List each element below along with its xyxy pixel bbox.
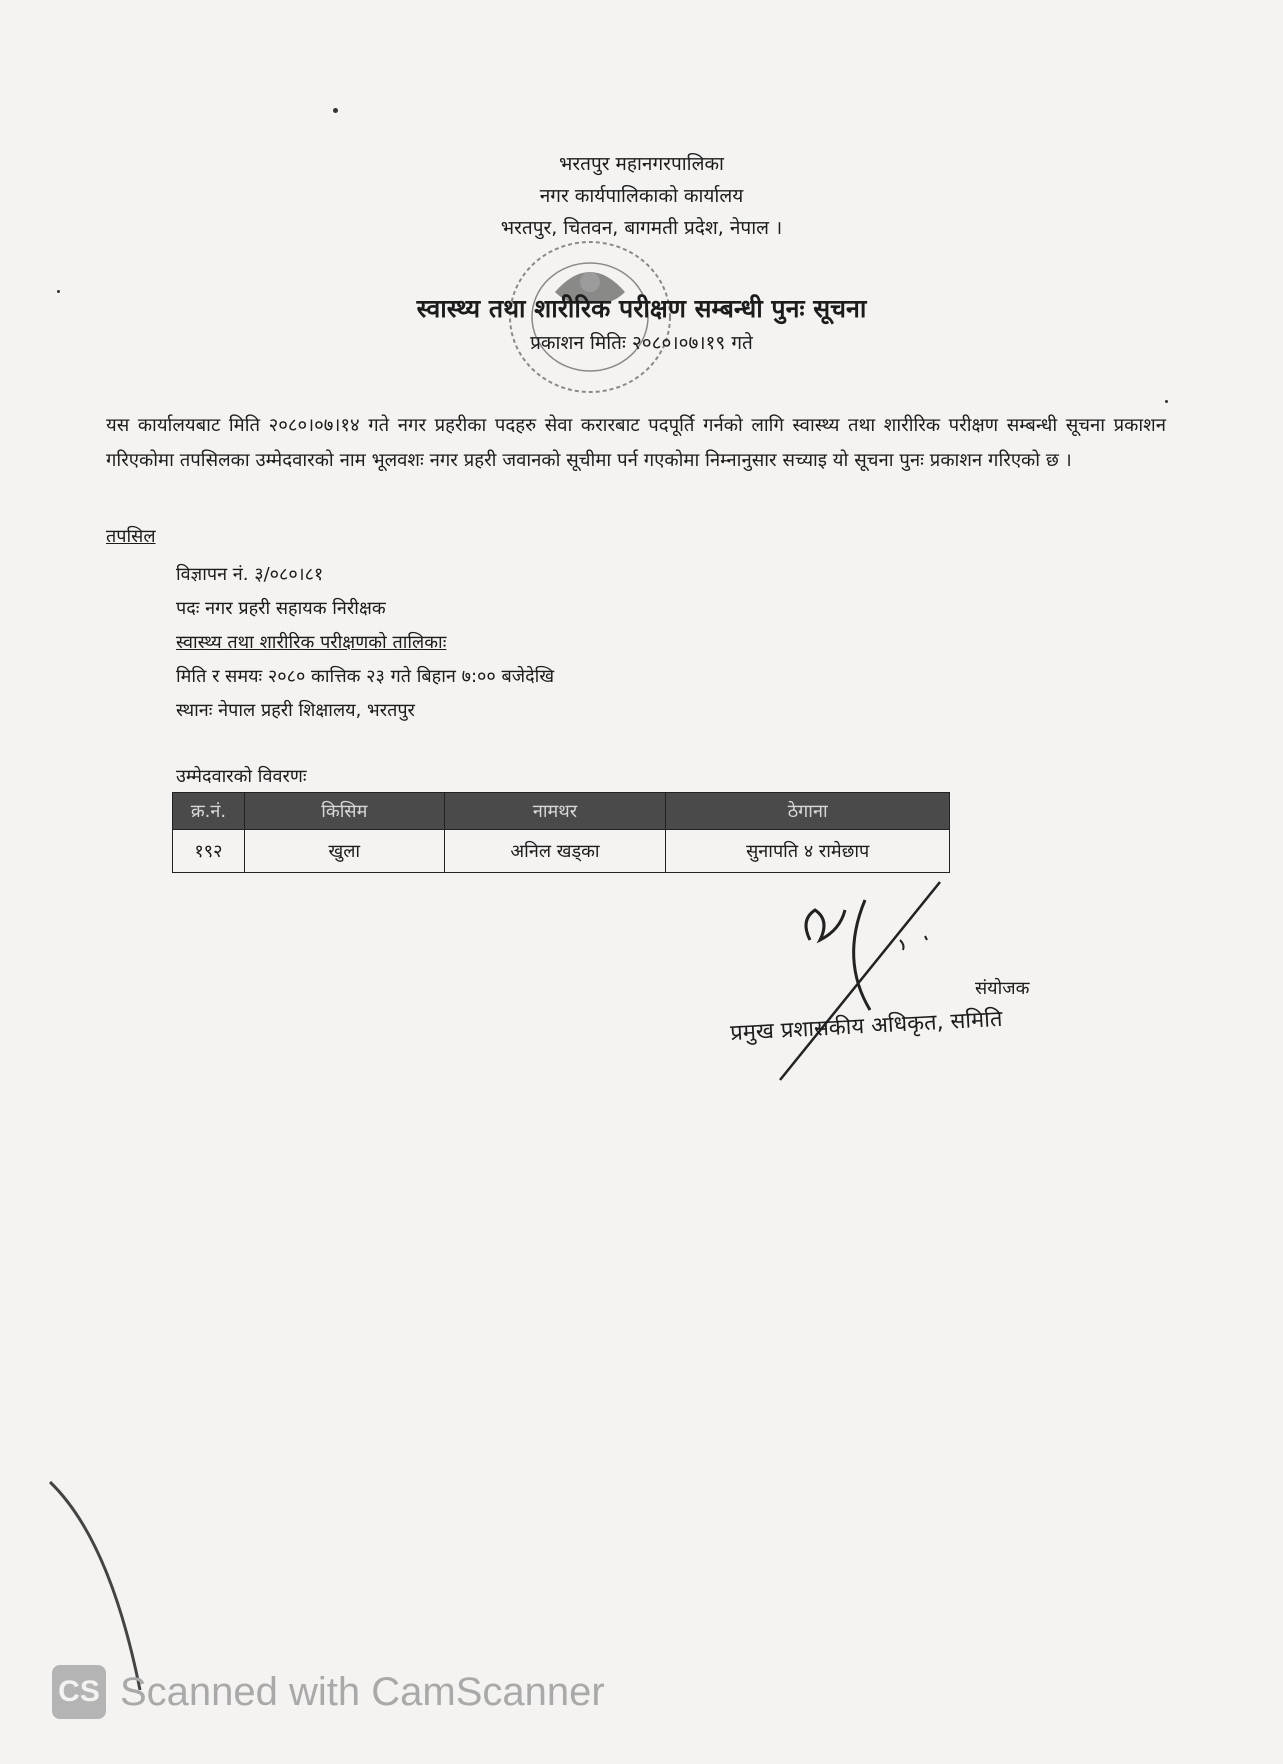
camscanner-watermark bbox=[52, 1664, 605, 1720]
table-header-row bbox=[173, 793, 950, 830]
col-serial: क्र.नं. bbox=[173, 793, 245, 830]
office-name: नगर कार्यपालिकाको कार्यालय bbox=[539, 185, 744, 207]
notice-body: यस कार्यालयबाट मिति २०८०।०७।१४ गते नगर प्रहरीका पदहरु सेवा करारबाट पदपूर्ति गर्नको लागि स्वास्थ्य तथा शारीरिक परीक्षण सम्बन्धी सूचना प्रकाशन गरिएकोमा तपसिलका उम्मेदवारको नाम भूलवशः नगर प्रहरी जवानको सूचीमा पर्न गएकोमा निम्नानुसार सच्याइ यो सूचना पुनः प्रकाशन गरिएको छ । bbox=[106, 415, 1166, 471]
col-address: ठेगाना bbox=[666, 793, 950, 830]
signatory-role-officer: प्रमुख प्रशासकीय अधिकृत, समिति bbox=[729, 1006, 1004, 1047]
cell-type: खुला bbox=[244, 830, 444, 873]
col-type: किसिम bbox=[244, 793, 444, 830]
office-address: भरतपुर, चितवन, बागमती प्रदेश, नेपाल । bbox=[500, 217, 783, 239]
cell-serial: १९२ bbox=[173, 830, 245, 873]
signatory-role-convener: संयोजक bbox=[975, 978, 1030, 999]
cell-address: सुनापति ४ रामेछाप bbox=[666, 830, 950, 873]
scan-speck bbox=[333, 108, 338, 113]
letterhead bbox=[0, 148, 1283, 244]
exam-date-time: मिति र समयः २०८० कात्तिक २३ गते बिहान ७:०० बजेदेखि bbox=[176, 666, 555, 687]
schedule-heading: स्वास्थ्य तथा शारीरिक परीक्षणको तालिकाः bbox=[176, 632, 447, 653]
details-block bbox=[176, 558, 554, 728]
table-row bbox=[173, 830, 950, 873]
col-name: नामथर bbox=[444, 793, 666, 830]
scan-speck bbox=[57, 290, 60, 293]
publication-date: प्रकाशन मितिः २०८०।०७।१९ गते bbox=[530, 332, 753, 354]
section-label: तपसिल bbox=[106, 526, 156, 547]
org-name: भरतपुर महानगरपालिका bbox=[559, 153, 724, 175]
camscanner-logo-icon: CS bbox=[52, 1665, 106, 1719]
cell-name: अनिल खड्का bbox=[444, 830, 666, 873]
candidate-details-label: उम्मेदवारको विवरणः bbox=[176, 766, 307, 787]
notice-title: स्वास्थ्य तथा शारीरिक परीक्षण सम्बन्धी पुनः सूचना bbox=[416, 294, 867, 323]
candidate-table bbox=[172, 792, 950, 873]
post-name: पदः नगर प्रहरी सहायक निरीक्षक bbox=[176, 598, 386, 619]
signature bbox=[720, 880, 1120, 1090]
advertisement-number: विज्ञापन नं. ३/०८०।८१ bbox=[176, 564, 324, 585]
scan-speck bbox=[1165, 400, 1168, 403]
watermark-text: Scanned with CamScanner bbox=[120, 1669, 605, 1714]
exam-venue: स्थानः नेपाल प्रहरी शिक्षालय, भरतपुर bbox=[176, 700, 415, 721]
notice-title-block bbox=[0, 290, 1283, 358]
